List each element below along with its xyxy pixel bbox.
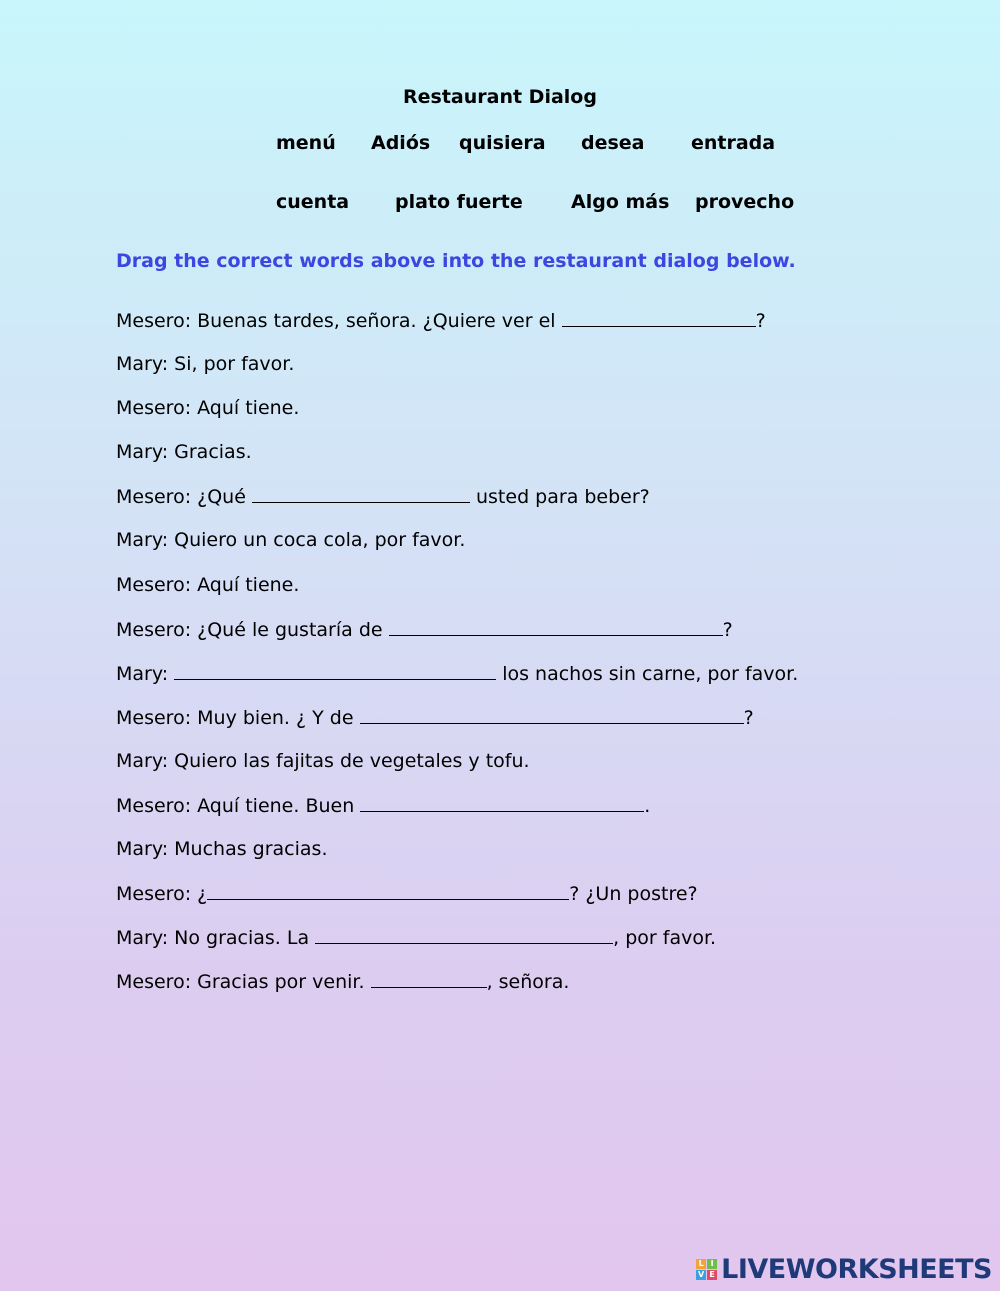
- dialog-text: Mary: No gracias. La: [116, 927, 316, 950]
- dialog: [116, 307, 986, 1013]
- dialog-line: [116, 572, 986, 616]
- dialog-line: [116, 924, 986, 968]
- word-chip-entrada[interactable]: entrada: [691, 132, 776, 154]
- dialog-text: ?: [722, 618, 733, 641]
- dialog-text: Mesero: ¿Qué: [116, 486, 252, 509]
- dialog-text: Mesero: Aquí tiene.: [116, 397, 300, 420]
- dialog-line: [116, 616, 986, 660]
- dialog-text: .: [644, 795, 651, 818]
- dialog-line: [116, 395, 986, 439]
- dialog-line: [116, 704, 986, 748]
- instruction-text: Drag the correct words above into the restaurant dialog below.: [116, 250, 796, 272]
- dialog-line: [116, 439, 986, 483]
- word-chip-provecho[interactable]: provecho: [695, 191, 795, 213]
- word-chip-cuenta[interactable]: cuenta: [276, 191, 350, 213]
- dialog-text: Mesero: Aquí tiene. Buen: [116, 795, 361, 818]
- dialog-line: [116, 748, 986, 792]
- dialog-text: Mary: Quiero un coca cola, por favor.: [116, 529, 466, 552]
- drop-blank[interactable]: [315, 924, 613, 944]
- drop-blank[interactable]: [389, 616, 723, 636]
- drop-blank[interactable]: [562, 307, 756, 327]
- dialog-text: Mary: Si, por favor.: [116, 353, 295, 376]
- dialog-text: Mesero: ¿Qué le gustaría de: [116, 618, 389, 641]
- drop-blank[interactable]: [252, 483, 470, 503]
- word-chip-adios[interactable]: Adiós: [371, 132, 431, 154]
- dialog-text: usted para beber?: [469, 486, 650, 509]
- dialog-line: [116, 660, 986, 704]
- drop-blank[interactable]: [360, 792, 644, 812]
- logo-letter: I: [707, 1259, 717, 1269]
- dialog-line: [116, 307, 986, 351]
- dialog-text: Mary:: [116, 662, 175, 685]
- dialog-text: Mary: Gracias.: [116, 441, 252, 464]
- logo-mark-icon: [696, 1259, 717, 1280]
- drop-blank[interactable]: [360, 704, 744, 724]
- dialog-text: Mesero: Muy bien. ¿ Y de: [116, 706, 360, 729]
- dialog-line: [116, 836, 986, 880]
- dialog-text: Mesero: ¿: [116, 883, 208, 906]
- drop-blank[interactable]: [371, 968, 487, 988]
- drop-blank[interactable]: [174, 660, 496, 680]
- dialog-text: Mesero: Gracias por venir.: [116, 971, 371, 994]
- dialog-line: [116, 968, 986, 1012]
- word-chip-desea[interactable]: desea: [581, 132, 645, 154]
- dialog-text: ? ¿Un postre?: [569, 883, 698, 906]
- dialog-line: [116, 351, 986, 395]
- dialog-text: los nachos sin carne, por favor.: [496, 662, 799, 685]
- dialog-line: [116, 880, 986, 924]
- dialog-text: Mesero: Buenas tardes, señora. ¿Quiere ver el: [116, 310, 562, 332]
- liveworksheets-logo: [696, 1254, 992, 1285]
- logo-text: LIVEWORKSHEETS: [721, 1254, 992, 1285]
- dialog-line: [116, 527, 986, 571]
- dialog-text: Mary: Quiero las fajitas de vegetales y tofu.: [116, 749, 530, 772]
- word-chip-quisiera[interactable]: quisiera: [459, 132, 546, 154]
- word-chip-algo-mas[interactable]: Algo más: [571, 191, 670, 213]
- dialog-text: , por favor.: [613, 927, 717, 950]
- page-title: Restaurant Dialog: [403, 86, 597, 108]
- logo-letter: V: [698, 1270, 705, 1279]
- dialog-line: [116, 483, 986, 527]
- drop-blank[interactable]: [207, 880, 569, 900]
- dialog-text: Mesero: Aquí tiene.: [116, 573, 300, 596]
- logo-letter: L: [696, 1259, 706, 1269]
- word-chip-menu[interactable]: menú: [276, 132, 336, 154]
- dialog-text: ?: [755, 310, 766, 332]
- word-chip-plato-fuerte[interactable]: plato fuerte: [395, 191, 523, 213]
- dialog-text: Mary: Muchas gracias.: [116, 838, 328, 861]
- dialog-text: ?: [743, 706, 754, 729]
- logo-letter: E: [707, 1270, 717, 1280]
- dialog-text: , señora.: [486, 971, 570, 994]
- dialog-line: [116, 792, 986, 836]
